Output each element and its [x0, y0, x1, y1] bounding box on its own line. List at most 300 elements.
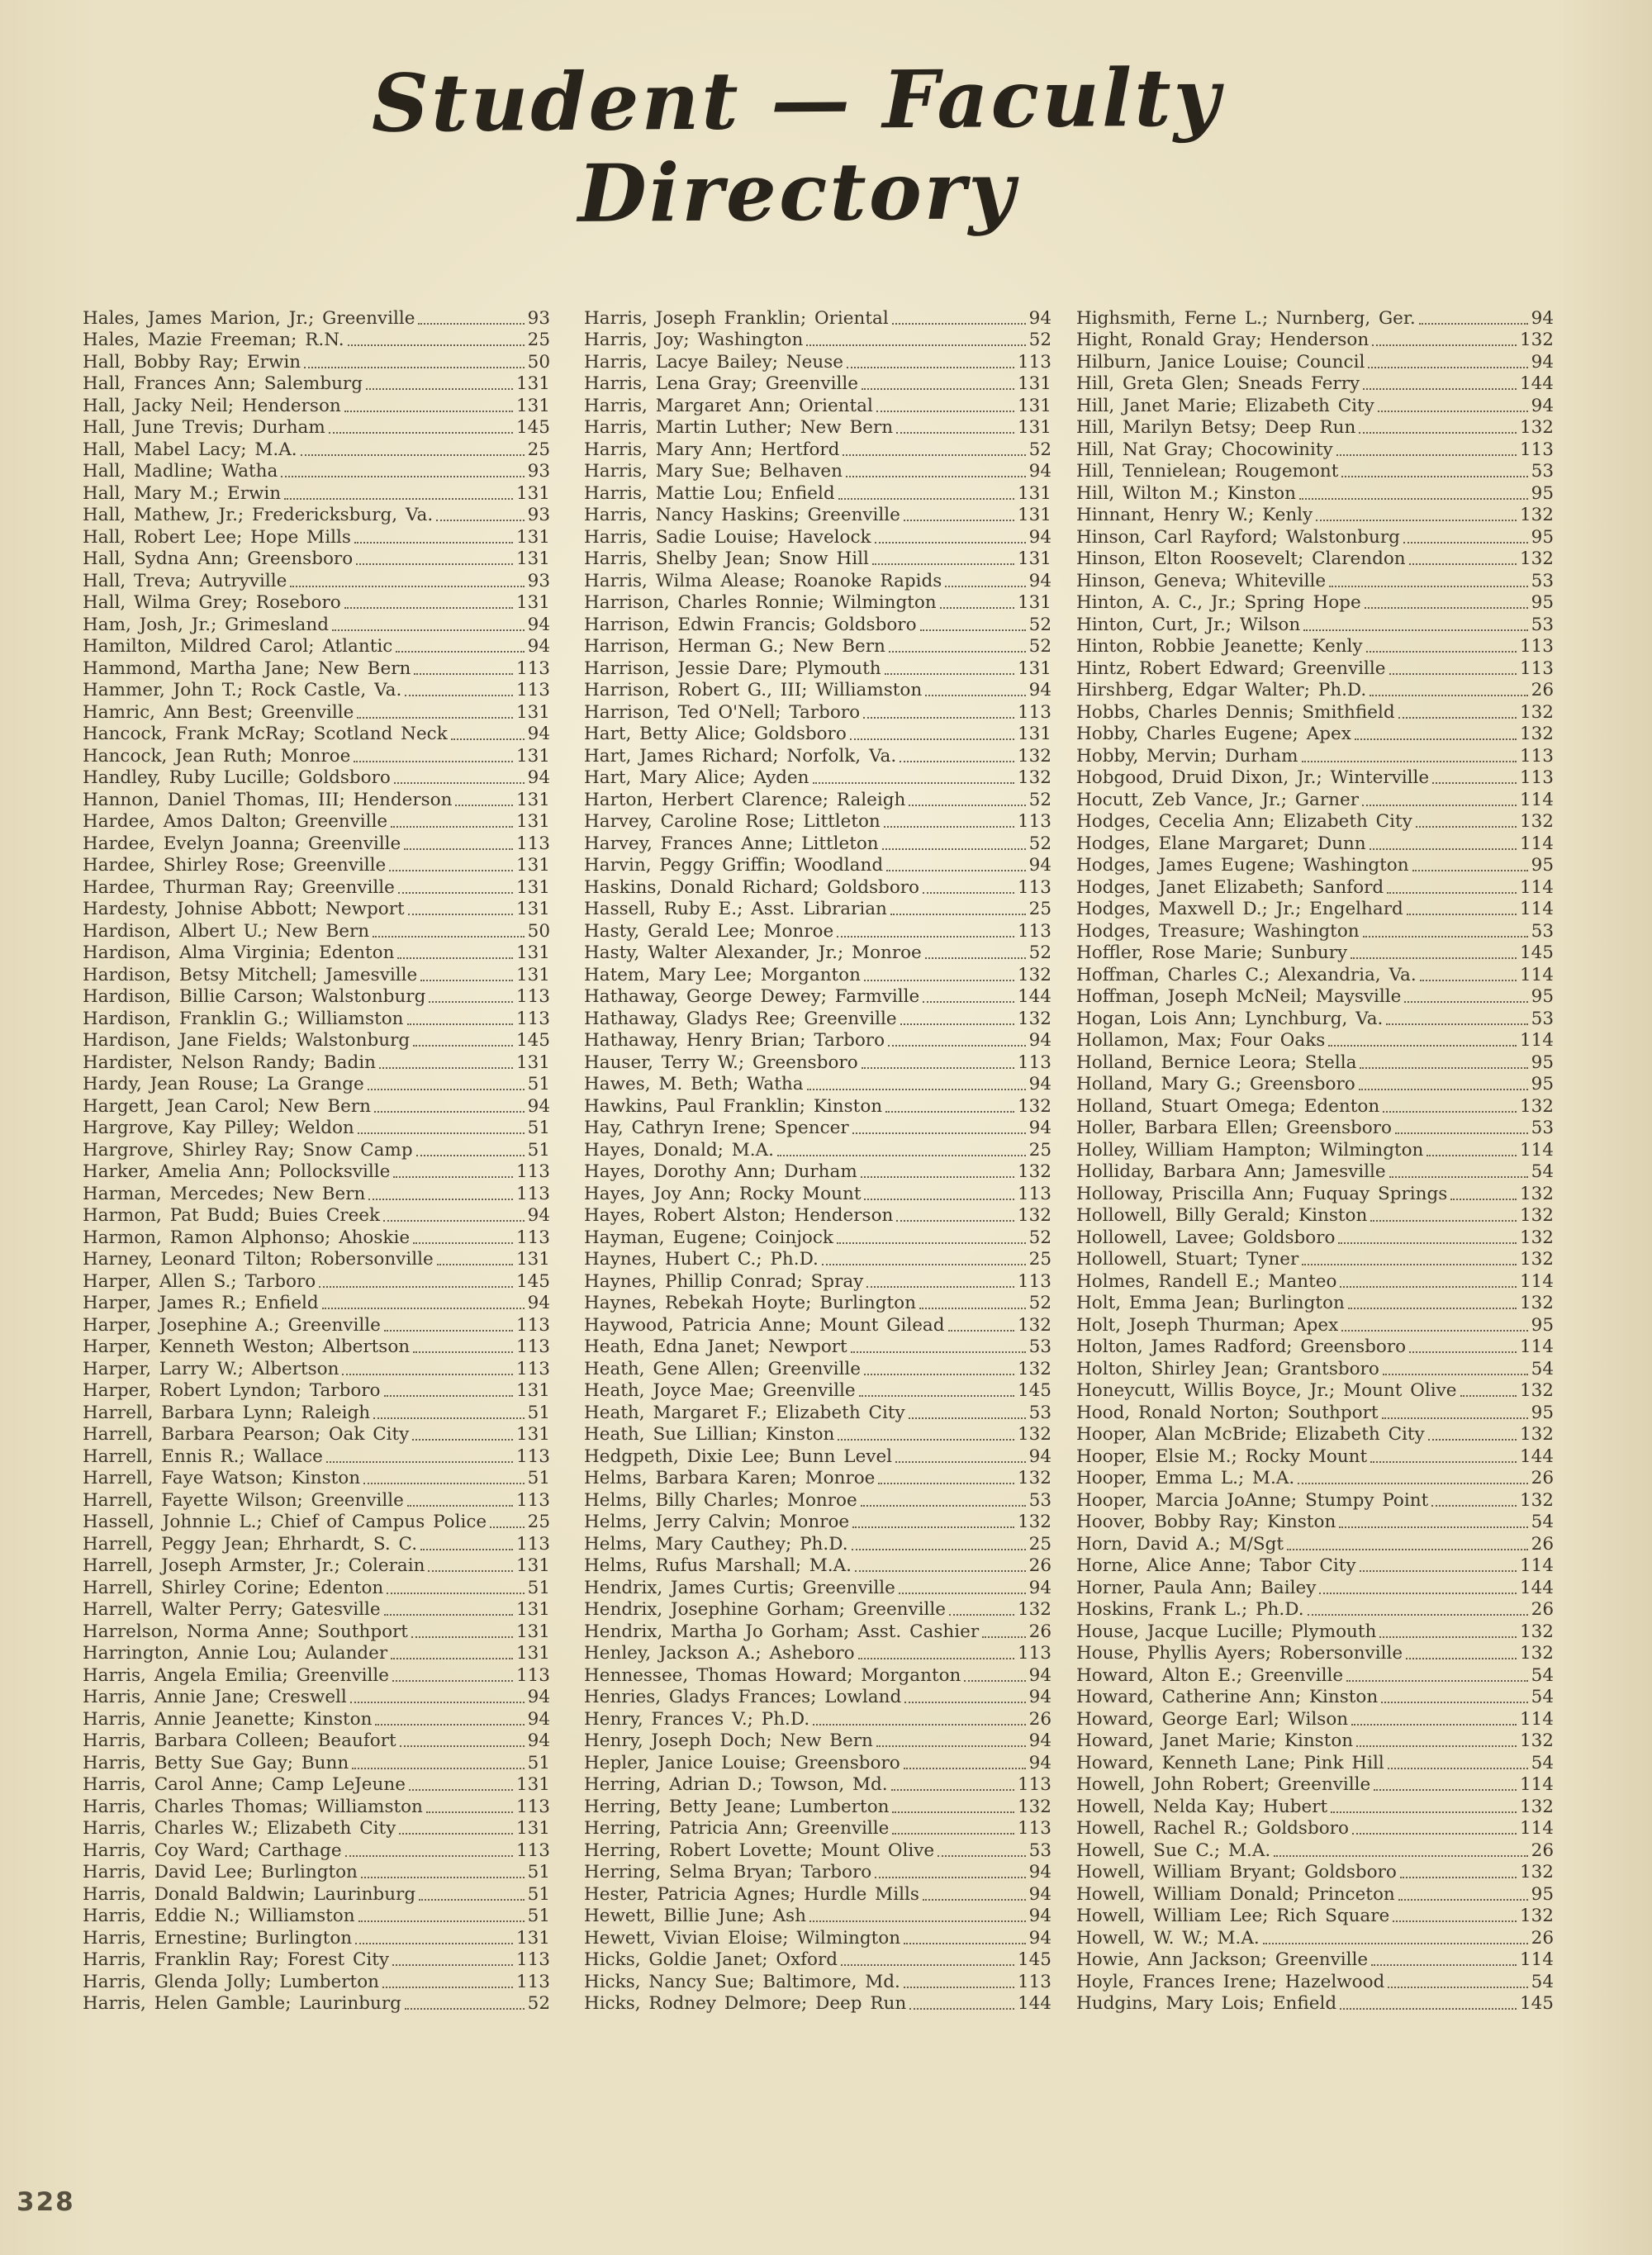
entry-page-number: 113	[515, 1840, 550, 1861]
dotted-leader	[358, 1920, 525, 1922]
entry-name: Harrell, Walter Perry; Gatesville	[83, 1599, 381, 1620]
entry-page-number: 94	[1028, 1074, 1051, 1094]
directory-entry	[1076, 855, 1554, 877]
directory-entry	[83, 1577, 550, 1599]
entry-name: Harper, Larry W.; Albertson	[83, 1358, 339, 1379]
entry-page-number: 53	[1531, 1008, 1554, 1029]
dotted-leader	[1346, 1680, 1527, 1682]
entry-name: Hardison, Betsy Mitchell; Jamesville	[83, 964, 418, 985]
dotted-leader	[284, 498, 513, 500]
entry-name: Hoffler, Rose Marie; Sunbury	[1076, 942, 1348, 963]
directory-entry	[83, 1270, 550, 1293]
entry-page-number: 131	[515, 1927, 550, 1949]
entry-page-number: 51	[527, 1402, 550, 1423]
entry-name: Hoyle, Frances Irene; Hazelwood	[1076, 1971, 1385, 1992]
entry-name: House, Phyllis Ayers; Robersonville	[1076, 1643, 1403, 1664]
directory-entry	[1076, 1402, 1554, 1424]
entry-page-number: 54	[1531, 1971, 1554, 1992]
entry-page-number: 113	[515, 1971, 550, 1992]
dotted-leader	[1329, 586, 1527, 587]
dotted-leader	[451, 738, 525, 740]
directory-entry	[83, 417, 550, 439]
entry-name: Howell, William Lee; Rich Square	[1076, 1906, 1390, 1926]
directory-entry	[584, 789, 1051, 811]
entry-name: Harvin, Peggy Griffin; Woodland	[584, 855, 884, 876]
dotted-leader	[1383, 1374, 1528, 1375]
entry-name: Harris, Mary Sue; Belhaven	[584, 461, 843, 482]
directory-entry	[83, 1774, 550, 1797]
dotted-leader	[400, 1745, 525, 1747]
entry-page-number: 51	[527, 1862, 550, 1882]
directory-entry	[584, 417, 1051, 439]
directory-entry	[83, 833, 550, 855]
dotted-leader	[1316, 520, 1517, 521]
entry-name: Hoffman, Joseph McNeil; Maysville	[1076, 986, 1402, 1007]
entry-page-number: 95	[1531, 592, 1554, 613]
entry-page-number: 132	[1017, 1468, 1051, 1488]
dotted-leader	[407, 1505, 513, 1507]
entry-name: Hall, Mary M.; Erwin	[83, 482, 282, 504]
dotted-leader	[861, 1176, 1014, 1178]
directory-entry	[1076, 1336, 1554, 1359]
entry-name: Hart, James Richard; Norfolk, Va.	[584, 745, 897, 767]
entry-page-number: 132	[1519, 417, 1554, 438]
dotted-leader	[813, 782, 1014, 784]
entry-page-number: 94	[527, 1293, 550, 1313]
directory-entry	[584, 1205, 1051, 1227]
dotted-leader	[1389, 1176, 1528, 1178]
entry-name: Howell, Nelda Kay; Hubert	[1076, 1796, 1328, 1817]
entry-page-number: 132	[1519, 505, 1554, 525]
dotted-leader	[885, 1111, 1014, 1113]
directory-entry	[83, 1599, 550, 1621]
entry-name: Hall, Wilma Grey; Roseboro	[83, 592, 341, 613]
entry-name: Hinton, Curt, Jr.; Wilson	[1076, 614, 1301, 635]
entry-name: Harrison, Robert G., III; Williamston	[584, 680, 923, 700]
dotted-leader	[1365, 607, 1528, 609]
entry-name: Harrell, Faye Watson; Kinston	[83, 1468, 361, 1488]
directory-entry	[584, 461, 1051, 483]
entry-page-number: 114	[1519, 833, 1554, 854]
dotted-leader	[1374, 1789, 1517, 1791]
dotted-leader	[838, 498, 1014, 500]
directory-entry	[1076, 1489, 1554, 1512]
dotted-leader	[1388, 1987, 1527, 1988]
dotted-leader	[1383, 1111, 1517, 1113]
entry-name: Holt, Emma Jean; Burlington	[1076, 1293, 1345, 1313]
directory-entry	[1076, 1227, 1554, 1249]
entry-name: Hill, Marilyn Betsy; Deep Run	[1076, 417, 1356, 438]
entry-page-number: 114	[1519, 1139, 1554, 1161]
directory-entry	[83, 439, 550, 461]
directory-entry	[584, 526, 1051, 548]
dotted-leader	[892, 1833, 1014, 1835]
entry-page-number: 145	[1017, 1949, 1051, 1970]
directory-entry	[83, 680, 550, 702]
entry-page-number: 94	[1531, 351, 1554, 373]
entry-name: Handley, Ruby Lucille; Goldsboro	[83, 767, 391, 788]
dotted-leader	[405, 695, 513, 696]
entry-name: Howell, W. W.; M.A.	[1076, 1927, 1260, 1949]
entry-page-number: 132	[1519, 701, 1554, 723]
dotted-leader	[391, 1658, 513, 1659]
dotted-leader	[1359, 1089, 1528, 1090]
dotted-leader	[864, 980, 1014, 981]
entry-page-number: 95	[1531, 1402, 1554, 1423]
directory-entry	[584, 592, 1051, 615]
dotted-leader	[322, 1308, 525, 1309]
dotted-leader	[1351, 957, 1517, 959]
entry-page-number: 51	[527, 1468, 550, 1488]
directory-entry	[1076, 658, 1554, 680]
directory-entry	[584, 351, 1051, 373]
entry-name: Hollowell, Stuart; Tyner	[1076, 1249, 1299, 1270]
directory-entry	[584, 1752, 1051, 1774]
entry-page-number: 25	[1028, 899, 1051, 919]
entry-page-number: 93	[527, 570, 550, 591]
dotted-leader	[1398, 717, 1517, 719]
directory-entry	[584, 614, 1051, 636]
directory-entry	[83, 899, 550, 921]
directory-entry	[584, 570, 1051, 592]
entry-page-number: 113	[1017, 1052, 1051, 1073]
directory-entry	[584, 1293, 1051, 1315]
entry-name: Harris, Shelby Jean; Snow Hill	[584, 548, 869, 569]
page-title	[0, 50, 1595, 240]
dotted-leader	[1287, 1549, 1528, 1550]
entry-page-number: 54	[1531, 1358, 1554, 1379]
entry-name: Hayman, Eugene; Coinjock	[584, 1227, 833, 1248]
dotted-leader	[1348, 1308, 1517, 1309]
entry-name: Haskins, Donald Richard; Goldsboro	[584, 876, 919, 898]
directory-entry	[83, 1161, 550, 1184]
directory-entry	[1076, 1862, 1554, 1884]
entry-page-number: 94	[1028, 570, 1051, 591]
dotted-leader	[319, 1286, 513, 1288]
dotted-leader	[904, 1943, 1026, 1944]
directory-entry	[584, 1270, 1051, 1293]
entry-page-number: 131	[1017, 373, 1051, 394]
entry-page-number: 25	[527, 330, 550, 350]
entry-page-number: 113	[515, 1008, 550, 1029]
dotted-leader	[1432, 782, 1517, 784]
dotted-leader	[405, 2008, 525, 2010]
entry-page-number: 131	[515, 482, 550, 504]
directory-entry	[584, 1446, 1051, 1468]
entry-name: Hill, Tennielean; Rougemont	[1076, 461, 1339, 482]
entry-name: Hargrove, Kay Pilley; Weldon	[83, 1118, 354, 1138]
entry-page-number: 132	[1519, 1906, 1554, 1926]
dotted-leader	[851, 1351, 1026, 1353]
entry-page-number: 113	[515, 680, 550, 700]
dotted-leader	[1379, 1636, 1517, 1638]
directory-entry	[584, 1687, 1051, 1709]
entry-name: Hood, Ronald Norton; Southport	[1076, 1402, 1379, 1423]
entry-name: Hoffman, Charles C.; Alexandria, Va.	[1076, 964, 1417, 985]
entry-name: Harrison, Edwin Francis; Goldsboro	[584, 614, 917, 635]
entry-page-number: 113	[515, 986, 550, 1007]
entry-page-number: 50	[527, 920, 550, 942]
entry-name: Harrell, Joseph Armster, Jr.; Colerain	[83, 1555, 425, 1576]
entry-page-number: 113	[515, 1161, 550, 1182]
dotted-leader	[1400, 1877, 1517, 1878]
dotted-leader	[925, 957, 1026, 959]
directory-entry	[1076, 482, 1554, 505]
dotted-leader	[348, 344, 525, 346]
entry-page-number: 53	[1531, 1118, 1554, 1138]
directory-entry	[1076, 1358, 1554, 1380]
directory-entry	[83, 1927, 550, 1949]
entry-name: Heath, Edna Janet; Newport	[584, 1336, 847, 1357]
entry-name: Heath, Sue Lillian; Kinston	[584, 1424, 835, 1445]
dotted-leader	[1359, 432, 1517, 434]
entry-name: Harris, Helen Gamble; Laurinburg	[83, 1993, 401, 2014]
entry-page-number: 114	[1519, 1708, 1554, 1730]
entry-page-number: 131	[1017, 417, 1051, 438]
entry-page-number: 132	[1519, 1796, 1554, 1817]
dotted-leader	[437, 1264, 513, 1265]
entry-name: Hamric, Ann Best; Greenville	[83, 701, 354, 723]
dotted-leader	[892, 323, 1026, 325]
directory-entry	[83, 701, 550, 724]
dotted-leader	[344, 411, 513, 412]
entry-page-number: 131	[1017, 658, 1051, 679]
entry-page-number: 94	[1028, 1030, 1051, 1051]
dotted-leader	[1388, 1768, 1528, 1769]
directory-entry	[83, 1752, 550, 1774]
entry-name: Hardister, Nelson Randy; Badin	[83, 1052, 376, 1073]
entry-name: Harrington, Annie Lou; Aulander	[83, 1643, 388, 1664]
directory-entry	[83, 1118, 550, 1140]
entry-page-number: 52	[1028, 1227, 1051, 1248]
entry-name: Hayes, Dorothy Ann; Durham	[584, 1161, 857, 1182]
dotted-leader	[436, 520, 524, 521]
directory-entry	[83, 1358, 550, 1380]
dotted-leader	[1362, 805, 1517, 806]
entry-name: Harker, Amelia Ann; Pollocksville	[83, 1161, 391, 1182]
dotted-leader	[850, 738, 1014, 740]
directory-entry	[1076, 899, 1554, 921]
entry-page-number: 94	[1531, 307, 1554, 329]
dotted-leader	[368, 1089, 525, 1090]
directory-entry	[83, 614, 550, 636]
entry-page-number: 94	[1028, 855, 1051, 876]
entry-name: Hendrix, Josephine Gorham; Greenville	[584, 1599, 947, 1620]
directory-entry	[1076, 548, 1554, 571]
entry-page-number: 52	[1028, 439, 1051, 460]
entry-page-number: 113	[515, 1358, 550, 1379]
dotted-leader	[429, 1001, 513, 1003]
directory-entry	[1076, 1971, 1554, 1993]
directory-entry	[1076, 1752, 1554, 1774]
dotted-leader	[368, 1199, 513, 1200]
dotted-leader	[394, 782, 525, 784]
entry-name: Hall, Sydna Ann; Greensboro	[83, 548, 354, 569]
entry-name: Harrelson, Norma Anne; Southport	[83, 1621, 408, 1642]
entry-name: Holley, William Hampton; Wilmington	[1076, 1139, 1424, 1161]
entry-name: Howell, William Donald; Princeton	[1076, 1883, 1395, 1905]
dotted-leader	[1460, 1395, 1517, 1397]
dotted-leader	[354, 542, 513, 544]
entry-name: Helms, Rufus Marshall; M.A.	[584, 1555, 852, 1576]
directory-entry	[1076, 724, 1554, 746]
directory-entry	[1076, 986, 1554, 1009]
entry-name: Harper, Allen S.; Tarboro	[83, 1270, 316, 1292]
directory-entry	[83, 636, 550, 658]
directory-entry	[1076, 1906, 1554, 1928]
entry-name: Hobby, Mervin; Durham	[1076, 745, 1298, 767]
directory-entry	[584, 1730, 1051, 1753]
directory-entry	[1076, 1533, 1554, 1555]
directory-entry	[584, 505, 1051, 527]
entry-page-number: 53	[1531, 920, 1554, 942]
directory-entry	[584, 1074, 1051, 1096]
directory-entry	[584, 745, 1051, 767]
directory-entry	[584, 1577, 1051, 1599]
entry-name: Henry, Frances V.; Ph.D.	[584, 1708, 810, 1730]
entry-page-number: 94	[1531, 395, 1554, 416]
dotted-leader	[350, 1702, 525, 1703]
entry-name: Hall, Madline; Watha	[83, 461, 278, 482]
entry-page-number: 132	[1519, 811, 1554, 832]
entry-page-number: 131	[515, 876, 550, 898]
dotted-leader	[374, 1111, 525, 1113]
entry-name: Herring, Betty Jeane; Lumberton	[584, 1796, 890, 1817]
directory-entry	[584, 1336, 1051, 1359]
entry-name: Hobby, Charles Eugene; Apex	[1076, 724, 1351, 744]
directory-entry	[1076, 439, 1554, 461]
entry-name: Hinson, Carl Rayford; Walstonburg	[1076, 526, 1400, 548]
dotted-leader	[396, 651, 524, 653]
dotted-leader	[356, 563, 513, 565]
entry-name: Harney, Leonard Tilton; Robersonville	[83, 1249, 434, 1270]
directory-entry	[584, 395, 1051, 417]
entry-page-number: 131	[515, 1555, 550, 1576]
dotted-leader	[864, 1374, 1014, 1375]
dotted-leader	[1368, 367, 1527, 368]
dotted-leader	[852, 1526, 1014, 1528]
directory-entry	[83, 1533, 550, 1555]
directory-entry	[584, 1796, 1051, 1818]
entry-page-number: 95	[1531, 1314, 1554, 1336]
directory-entry	[1076, 767, 1554, 790]
directory-entry	[1076, 1161, 1554, 1184]
directory-entry	[83, 1708, 550, 1730]
directory-entry	[1076, 1052, 1554, 1074]
dotted-leader	[418, 323, 524, 325]
entry-name: Hardee, Evelyn Joanna; Greenville	[83, 833, 401, 854]
entry-page-number: 131	[1017, 482, 1051, 504]
entry-name: Hart, Betty Alice; Goldsboro	[584, 724, 847, 744]
dotted-leader	[920, 629, 1026, 631]
dotted-leader	[938, 1855, 1026, 1857]
directory-entry	[1076, 307, 1554, 330]
dotted-leader	[1339, 1526, 1527, 1528]
directory-entry	[1076, 811, 1554, 833]
entry-name: Hall, Mabel Lacy; M.A.	[83, 439, 297, 460]
entry-page-number: 132	[1017, 1095, 1051, 1117]
entry-name: Helms, Billy Charles; Monroe	[584, 1489, 857, 1511]
dotted-leader	[1428, 1439, 1517, 1441]
entry-name: Henry, Joseph Doch; New Bern	[584, 1730, 873, 1751]
entry-page-number: 94	[527, 636, 550, 657]
directory-entry	[1076, 1008, 1554, 1030]
dotted-leader	[859, 1395, 1014, 1397]
entry-name: Holt, Joseph Thurman; Apex	[1076, 1314, 1339, 1336]
entry-name: Harrell, Ennis R.; Wallace	[83, 1446, 323, 1467]
entry-page-number: 131	[515, 701, 550, 723]
directory-entry	[83, 1818, 550, 1840]
entry-name: Hoover, Bobby Ray; Kinston	[1076, 1512, 1336, 1532]
directory-entry	[83, 1446, 550, 1468]
entry-page-number: 132	[1519, 1227, 1554, 1248]
entry-page-number: 94	[1028, 1906, 1051, 1926]
entry-page-number: 131	[1017, 548, 1051, 569]
dotted-leader	[896, 1220, 1014, 1222]
dotted-leader	[872, 563, 1014, 565]
directory-entry	[584, 1489, 1051, 1512]
dotted-leader	[332, 629, 525, 631]
entry-page-number: 51	[527, 1883, 550, 1905]
entry-name: Henley, Jackson A.; Asheboro	[584, 1643, 855, 1664]
entry-page-number: 26	[1028, 1621, 1051, 1642]
entry-page-number: 94	[1028, 1862, 1051, 1882]
entry-page-number: 132	[1519, 548, 1554, 569]
dotted-leader	[1340, 2008, 1517, 2010]
entry-name: Hall, Treva; Autryville	[83, 570, 287, 591]
dotted-leader	[855, 1570, 1026, 1572]
entry-name: Holland, Mary G.; Greensboro	[1076, 1074, 1355, 1094]
directory-entry	[83, 920, 550, 942]
directory-entry	[83, 1336, 550, 1359]
entry-name: Herring, Patricia Ann; Greenville	[584, 1818, 890, 1839]
entry-name: Haywood, Patricia Anne; Mount Gilead	[584, 1314, 945, 1336]
dotted-leader	[399, 1833, 513, 1835]
entry-page-number: 144	[1017, 1993, 1051, 2014]
directory-entry	[584, 1227, 1051, 1249]
directory-entry	[584, 767, 1051, 790]
entry-name: Hardy, Jean Rouse; La Grange	[83, 1074, 364, 1094]
page-title-line1: Student — Faculty	[371, 50, 1222, 150]
entry-name: Hayes, Robert Alston; Henderson	[584, 1205, 894, 1226]
directory-entry	[1076, 1095, 1554, 1118]
directory-entry	[1076, 1270, 1554, 1293]
dotted-leader	[393, 1176, 513, 1178]
entry-page-number: 53	[1531, 570, 1554, 591]
entry-page-number: 131	[515, 526, 550, 548]
dotted-leader	[419, 1899, 525, 1901]
entry-page-number: 113	[1519, 745, 1554, 767]
entry-page-number: 132	[1017, 1796, 1051, 1817]
dotted-leader	[490, 1526, 525, 1528]
entry-page-number: 113	[515, 1796, 550, 1817]
directory-entry	[1076, 1555, 1554, 1578]
directory-entry	[584, 1008, 1051, 1030]
dotted-leader	[862, 388, 1014, 390]
entry-name: Harper, James R.; Enfield	[83, 1293, 319, 1313]
directory-entry	[83, 307, 550, 330]
entry-page-number: 113	[1017, 1270, 1051, 1292]
directory-entry	[1076, 1949, 1554, 1972]
dotted-leader	[392, 1964, 513, 1966]
entry-name: Hancock, Frank McRay; Scotland Neck	[83, 724, 448, 744]
dotted-leader	[875, 1877, 1025, 1878]
directory-entry	[584, 1949, 1051, 1972]
entry-page-number: 54	[1531, 1752, 1554, 1773]
entry-name: Holler, Barbara Ellen; Greensboro	[1076, 1118, 1392, 1138]
dotted-leader	[904, 1702, 1025, 1703]
dotted-leader	[948, 1330, 1014, 1332]
